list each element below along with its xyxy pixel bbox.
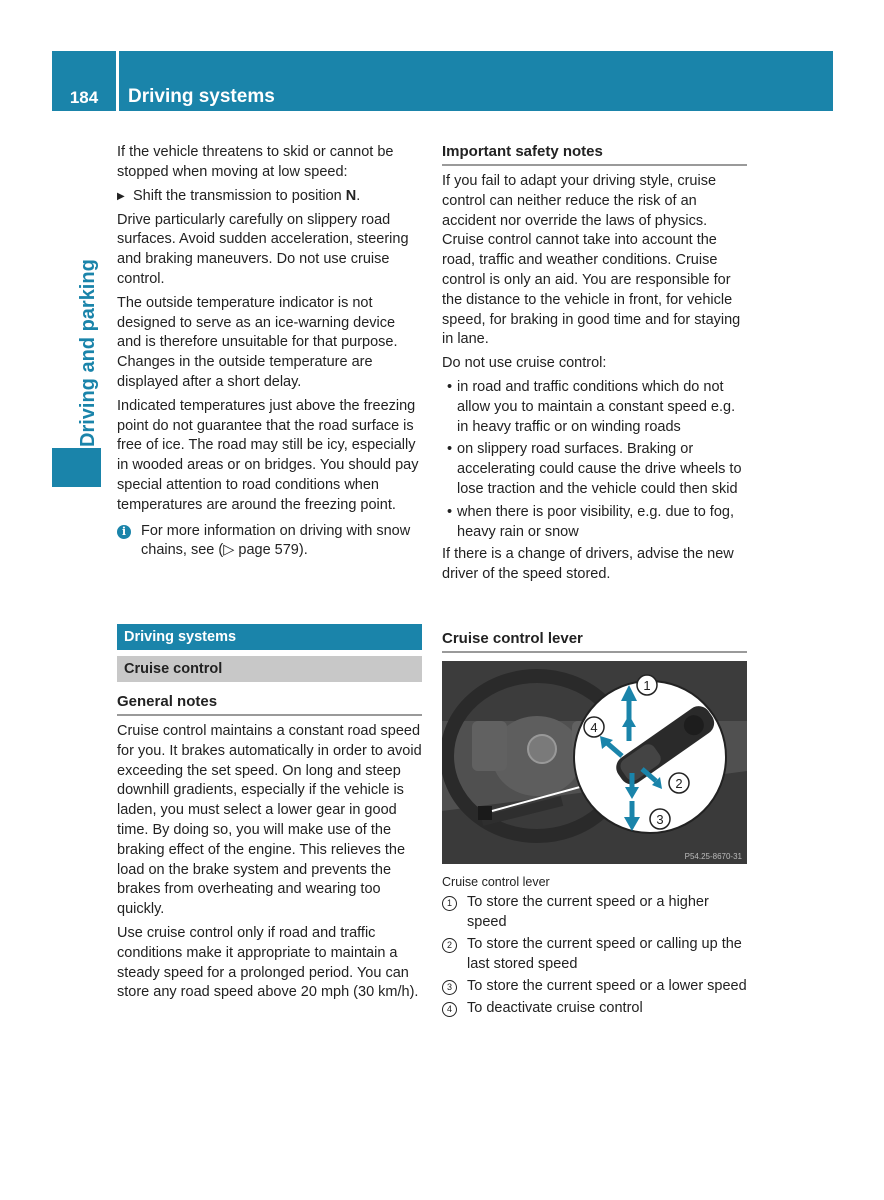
general-paragraph-1: Cruise control maintains a constant road speed for you. It brakes automatically in order to avoid exceeding the set speed. On long and steep downhill gradients, especially if the vehicle is laden, you must select a lower gear in good time. By doing so, you will make use of the braking effect of the engine. This relieves the load on the brake system and prevents the brakes from overheating and wearing too quickly. bbox=[117, 723, 422, 918]
lever-illustration bbox=[442, 661, 747, 864]
safety-paragraph: If you fail to adapt your driving style, cruise control can neither reduce the risk of an accident nor override the laws of physics. Cruise control cannot take into account the road, traffic and weather conditions. Cruise control is only an aid. You are responsible for the distance to the vehicle in front, for vehicle speed, for braking in good time and for staying in lane. bbox=[442, 173, 741, 348]
info-icon: i bbox=[117, 525, 131, 539]
bullet-icon: • bbox=[446, 378, 453, 395]
paragraph-freezing: Indicated temperatures just above the freezing point do not guarantee that the road surface is free of ice. The road may still be icy, especially in wooded areas or on bridges. You should pay special attention to road conditions when temperatures are around the freezing point. bbox=[117, 397, 419, 513]
change-drivers-text: If there is a change of drivers, advise the new driver of the speed stored. bbox=[442, 546, 734, 583]
callout-legend bbox=[442, 893, 748, 1022]
callout-2: 2 bbox=[675, 776, 683, 791]
general-paragraph-2: Use cruise control only if road and traffic conditions make it appropriate to maintain a steady speed for a prolonged period. You can store any road speed above 20 mph (30 km/h). bbox=[117, 924, 419, 1001]
info-text: For more information on driving with snow chains, see (▷ page 579). bbox=[141, 522, 411, 559]
left-column-bottom bbox=[117, 722, 423, 1007]
header-divider bbox=[116, 51, 119, 111]
page-header bbox=[52, 51, 833, 111]
callout-4: 4 bbox=[590, 720, 598, 735]
step-suffix: . bbox=[356, 187, 361, 204]
list-item bbox=[442, 977, 748, 997]
number-3-icon: 3 bbox=[442, 980, 457, 995]
lever-heading: Cruise control lever bbox=[442, 629, 747, 653]
step-text: Shift the transmission to position bbox=[133, 187, 346, 204]
item-text: To store the current speed or a lower speed bbox=[467, 978, 747, 995]
list-item bbox=[442, 935, 748, 975]
item-text: To deactivate cruise control bbox=[467, 1000, 643, 1017]
item-text: To store the current speed or calling up the last stored speed bbox=[467, 936, 742, 972]
bullet-icon: • bbox=[446, 441, 453, 458]
cruise-control-lever-image bbox=[442, 661, 747, 864]
bullet-text: in road and traffic conditions which do not allow you to maintain a constant speed e.g. in heavy traffic or on winding roads bbox=[457, 378, 736, 435]
side-tab-marker bbox=[52, 448, 101, 487]
image-caption: Cruise control lever bbox=[442, 875, 550, 889]
bullet-text: when there is poor visibility, e.g. due to fog, heavy rain or snow bbox=[457, 503, 734, 540]
intro-text: If the vehicle threatens to skid or cannot be stopped when moving at low speed: bbox=[117, 144, 394, 180]
side-tab-label: Driving and parking bbox=[77, 259, 99, 447]
page-number: 184 bbox=[69, 88, 99, 107]
bullet-icon: • bbox=[446, 503, 453, 520]
general-notes-heading: General notes bbox=[117, 692, 422, 716]
do-not-use-intro: Do not use cruise control: bbox=[442, 355, 607, 372]
list-item bbox=[442, 893, 748, 933]
info-note bbox=[117, 522, 423, 562]
number-1-icon: 1 bbox=[442, 896, 457, 911]
step-gear: N bbox=[345, 187, 357, 204]
paragraph-temperature: The outside temperature indicator is not designed to serve as an ice-warning device and is therefore unsuitable for that purpose. Changes in the outside temperature are displayed after a short delay. bbox=[117, 294, 398, 390]
section-bar-driving-systems: Driving systems bbox=[117, 624, 422, 650]
safety-notes-heading: Important safety notes bbox=[442, 142, 747, 166]
list-item bbox=[442, 503, 748, 543]
number-2-icon: 2 bbox=[442, 938, 457, 953]
bullet-text: on slippery road surfaces. Braking or accelerating could cause the drive wheels to lose traction and the vehicle could then skid bbox=[457, 441, 742, 497]
step-arrow-icon: ▶ bbox=[117, 190, 125, 202]
right-column-top bbox=[442, 172, 748, 589]
image-code: P54.25-8670-31 bbox=[684, 852, 742, 861]
paragraph-slippery: Drive particularly carefully on slippery road surfaces. Avoid sudden acceleration, steering and braking maneuvers. Do not use cruise control. bbox=[117, 211, 409, 287]
list-item bbox=[442, 999, 748, 1019]
instruction-step bbox=[117, 187, 423, 207]
callout-1: 1 bbox=[643, 678, 651, 693]
number-4-icon: 4 bbox=[442, 1002, 457, 1017]
side-tab bbox=[52, 111, 101, 448]
left-column-top bbox=[117, 143, 423, 561]
item-text: To store the current speed or a higher speed bbox=[467, 894, 709, 930]
list-item bbox=[442, 378, 748, 437]
callout-3: 3 bbox=[656, 812, 664, 827]
list-item bbox=[442, 440, 748, 499]
page-title: Driving systems bbox=[128, 86, 275, 107]
subsection-bar-cruise-control: Cruise control bbox=[117, 656, 422, 682]
